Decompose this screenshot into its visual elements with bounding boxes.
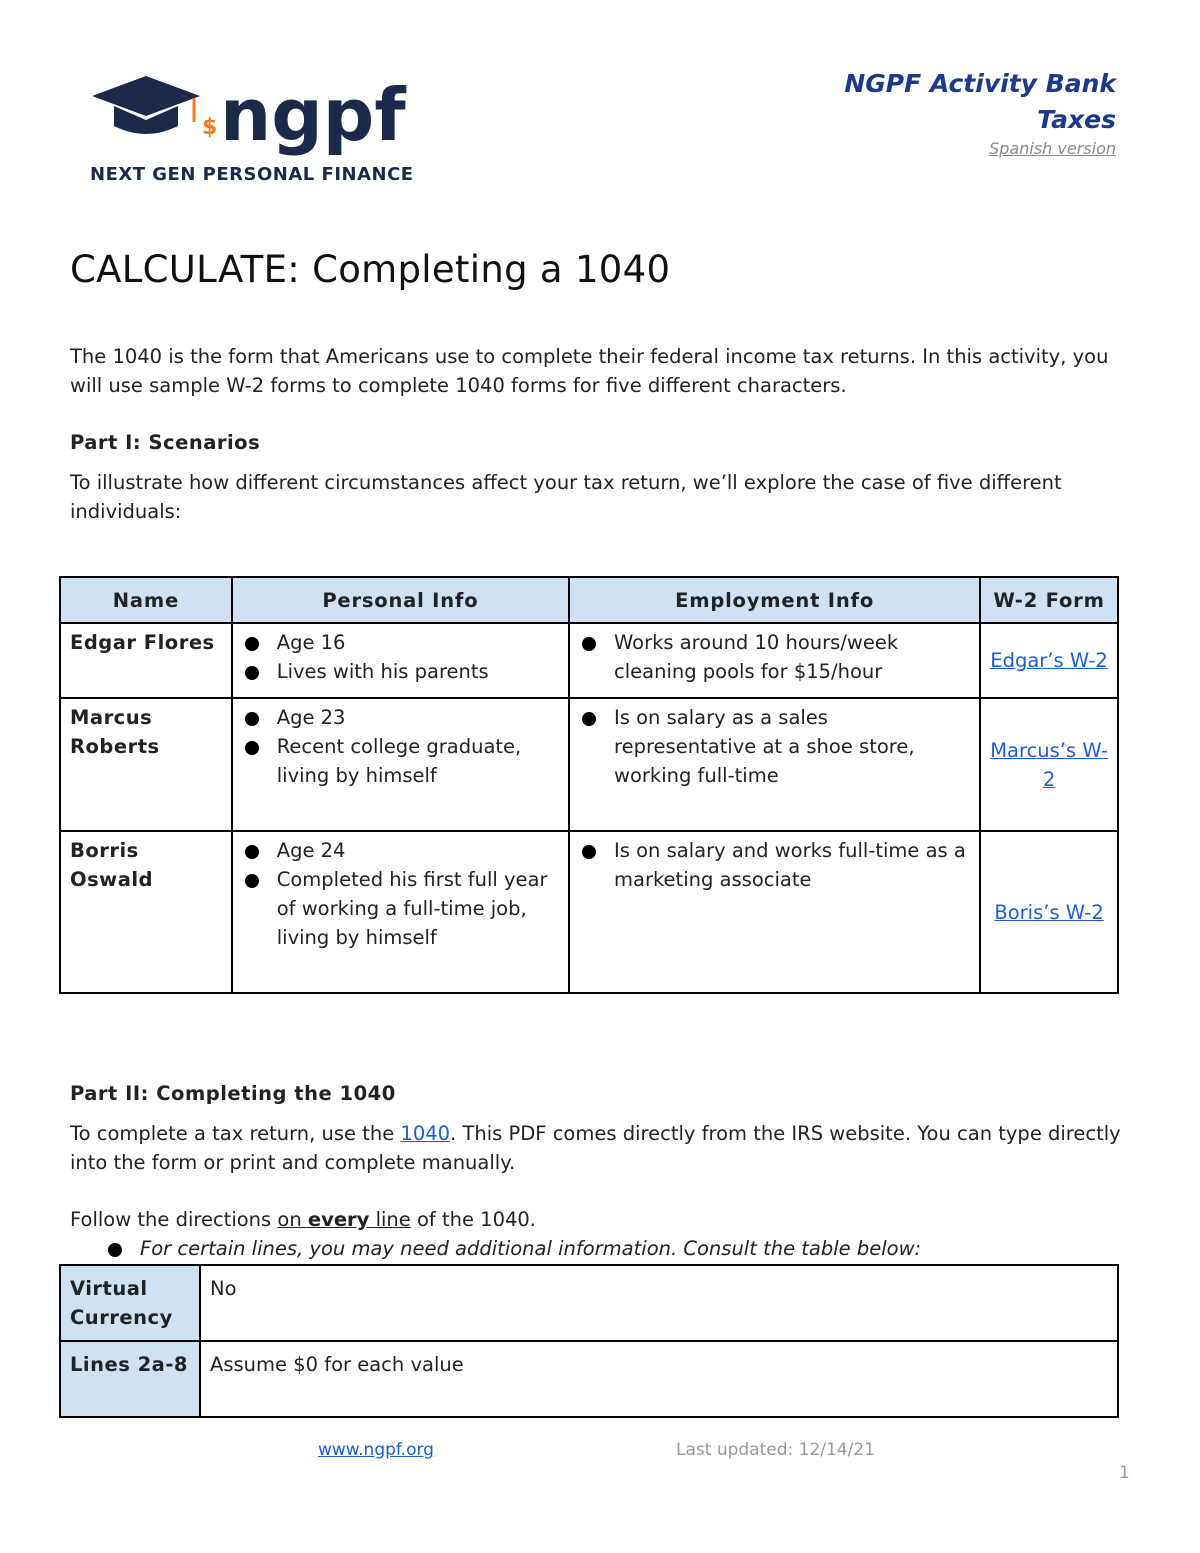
page-number: 1 (1119, 1463, 1130, 1483)
table-header-row (60, 577, 1118, 623)
col-header-employment-info: Employment Info (569, 577, 980, 623)
last-updated: Last updated: 12/14/21 (676, 1440, 875, 1460)
follow-line: line (369, 1208, 411, 1231)
list-item: Age 23 (277, 703, 560, 732)
spanish-version-link[interactable]: Spanish version (989, 139, 1116, 158)
table-row (60, 1265, 1118, 1341)
activity-bank-title: NGPF Activity Bank (844, 69, 1116, 98)
follow-on: on (277, 1208, 308, 1231)
w2-cell (980, 831, 1118, 993)
list-item: Lives with his parents (277, 657, 560, 686)
scenarios-table (59, 576, 1119, 994)
person-name: Marcus Roberts (60, 698, 232, 831)
col-header-name: Name (60, 577, 232, 623)
list-item: Recent college graduate, living by himself (277, 732, 560, 790)
ngpf-logo[interactable] (90, 70, 420, 188)
employment-info-cell (569, 831, 980, 993)
page-title: CALCULATE: Completing a 1040 (70, 248, 671, 291)
part2-text (70, 1119, 1130, 1177)
svg-text:$: $ (202, 115, 218, 140)
list-item: Completed his first full year of working a full-time job, living by himself (277, 865, 560, 952)
row-label: Lines 2a-8 (60, 1341, 200, 1417)
row-value: No (200, 1265, 1118, 1341)
personal-info-cell (232, 831, 569, 993)
w2-link-edgar[interactable]: Edgar’s W-2 (990, 649, 1108, 672)
part2-text-end: . This PDF comes directly from the IRS website. You can type directly into the form or print and complete manually. (70, 1122, 1121, 1174)
follow-text-start: Follow the directions (70, 1208, 278, 1231)
w2-cell (980, 623, 1118, 698)
col-header-personal-info: Personal Info (232, 577, 569, 623)
header-info (844, 66, 1116, 160)
part1-text: To illustrate how different circumstances affect your tax return, we’ll explore the case of five different individuals: (70, 471, 1062, 523)
list-item: Age 24 (277, 836, 560, 865)
personal-info-cell (232, 698, 569, 831)
list-item: Works around 10 hours/week cleaning pools for $15/hour (614, 628, 971, 686)
row-value: Assume $0 for each value (200, 1341, 1118, 1417)
graduation-cap-icon (90, 70, 420, 162)
part2-heading: Part II: Completing the 1040 (70, 1082, 396, 1105)
part1-heading: Part I: Scenarios (70, 431, 261, 454)
w2-link-boris[interactable]: Boris’s W-2 (994, 900, 1104, 924)
list-item: Age 16 (277, 628, 560, 657)
table-row (60, 698, 1118, 831)
follow-emphasis (277, 1208, 410, 1231)
website-link[interactable]: www.ngpf.org (318, 1440, 434, 1460)
person-name: Borris Oswald (60, 831, 232, 993)
col-header-w2-form: W-2 Form (980, 577, 1118, 623)
part2-text-start: To complete a tax return, use the (70, 1122, 401, 1145)
follow-directions-text (70, 1205, 1130, 1234)
form-1040-link[interactable]: 1040 (400, 1122, 451, 1145)
employment-info-cell (569, 623, 980, 698)
logo-tagline: NEXT GEN PERSONAL FINANCE (90, 164, 414, 185)
row-label: Virtual Currency (60, 1265, 200, 1341)
w2-link-marcus[interactable]: Marcus’s W-2 (990, 738, 1108, 791)
table-row (60, 831, 1118, 993)
intro-paragraph: The 1040 is the form that Americans use to complete their federal income tax returns. In this activity, you will use sample W-2 forms to complete 1040 forms for five different characters. (70, 345, 1109, 397)
w2-cell (980, 698, 1118, 831)
topic-title: Taxes (1037, 105, 1116, 134)
svg-text:ngpf: ngpf (220, 73, 406, 157)
additional-info-table (59, 1264, 1119, 1418)
person-name: Edgar Flores (60, 623, 232, 698)
follow-every: every (307, 1208, 370, 1231)
follow-text-end: of the 1040. (410, 1208, 536, 1231)
list-item: Is on salary as a sales representative at a shoe store, working full-time (614, 703, 971, 790)
employment-info-cell (569, 698, 980, 831)
bullet-icon (108, 1243, 122, 1257)
table-row (60, 623, 1118, 698)
additional-info-bullet: For certain lines, you may need additional information. Consult the table below: (140, 1237, 922, 1260)
list-item: Is on salary and works full-time as a marketing associate (614, 836, 971, 894)
table-row (60, 1341, 1118, 1417)
personal-info-cell (232, 623, 569, 698)
